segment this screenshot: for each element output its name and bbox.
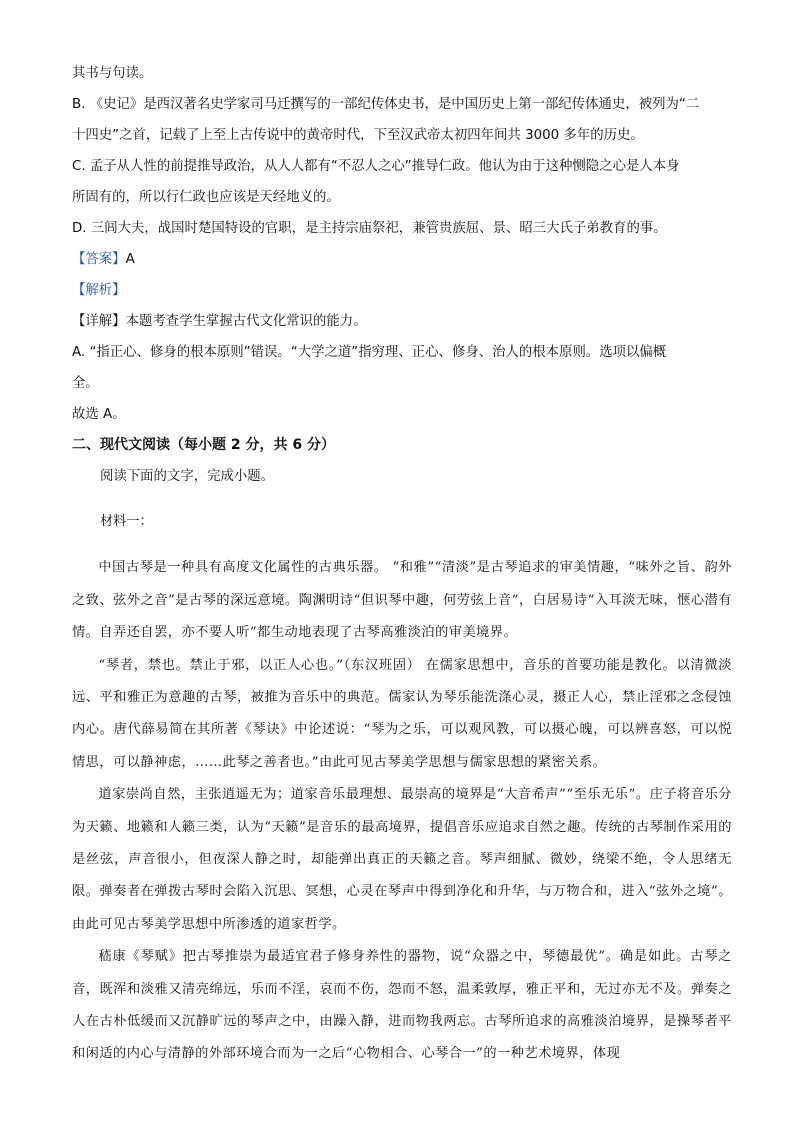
- answer-line: [72, 244, 732, 275]
- document-page: [72, 58, 732, 1071]
- option-b-line-2: 十四史”之首，记载了上至上古传说中的黄帝时代，下至汉武帝太初四年间共 3000 多年的历史。: [72, 128, 644, 143]
- answer-value: A: [125, 252, 135, 267]
- section-heading: 二、现代文阅读（每小题 2 分，共 6 分）: [72, 437, 335, 453]
- explanation-line-2: 全。: [72, 376, 99, 391]
- material-label: 材料一：: [100, 514, 153, 530]
- detail-text: 本题考查学生掌握古代文化常识的能力。: [125, 314, 367, 329]
- option-b-line-1: B. 《史记》是西汉著名史学家司马迁撰写的一部纪传体史书，是中国历史上第一部纪传体通史，被列为“二: [72, 97, 700, 112]
- text-line-1: 其书与句读。: [72, 66, 153, 81]
- option-c-line-2: 所固有的，所以行仁政也应该是天经地义的。: [72, 190, 340, 205]
- passage-paragraph-2: “琴者，禁也。禁止于邪，以正人心也。”（东汉班固） 在儒家思想中，音乐的首要功能是教化。以清微淡远、平和雅正为意趣的古琴，被推为音乐中的典范。儒家认为琴乐能洗涤心灵，摄正人心，禁止淫邪之念侵蚀内心。唐代薛易简在其所著《琴诀》中论述说：“琴为之乐，可以观风教，可以摄心魄，可以辨喜怒，可以悦情思，可以静神虑，……此琴之善者也。”由此可见古琴美学思想与儒家思想的紧密关系。: [72, 657, 732, 770]
- explanation-line-1: A. “指正心、修身的根本原则”错误。“大学之道”指穷理、正心、修身、治人的根本原则。选项以偏概: [72, 345, 667, 360]
- analysis-line: [72, 275, 732, 306]
- answer-tag: 【答案】: [72, 252, 126, 267]
- option-c-line-1: C. 孟子从人性的前提推导政治，从人人都有“不忍人之心”推导仁政。他认为由于这种恻隐之心是人本身: [72, 159, 680, 174]
- analysis-tag: 【解析】: [72, 283, 126, 298]
- passage-paragraph-1: 中国古琴是一种具有高度文化属性的古典乐器。 “和雅”“清淡”是古琴追求的审美情趣，“味外之旨、韵外之致、弦外之音”是古琴的深远意境。陶渊明诗“但识琴中趣，何劳弦上音”，白居易诗“入耳淡无味，惬心潜有情。自弄还自罢，亦不要人听”都生动地表现了古琴高雅淡泊的审美境界。: [72, 560, 732, 641]
- passage-paragraph-4: 嵇康《琴赋》把古琴推崇为最适宜君子修身养性的器物，说“众器之中，琴德最优”。确是如此。古琴之音，既浑和淡雅又清亮绵远，乐而不淫，哀而不伤，怨而不怒，温柔敦厚，雅正平和，无过亦无不及。弹奏之人在古朴低缓而又沉静旷远的琴声之中，由躁入静，进而物我两忘。古琴所追求的高雅淡泊境界，是操琴者平和闲适的内心与清静的外部环境合而为一之后“心物相合、心琴合一”的一种艺术境界，体现: [72, 949, 732, 1062]
- detail-tag: 【详解】: [72, 314, 126, 329]
- detail-line: [72, 306, 732, 337]
- passage-paragraph-3: 道家崇尚自然，主张逍遥无为；道家音乐最理想、最崇高的境界是“大音希声”“至乐无乐”。庄子将音乐分为天籁、地籁和人籁三类，认为“天籁”是音乐的最高境界，提倡音乐应追求自然之趣。传统的古琴制作采用的是丝弦，声音很小，但夜深人静之时，却能弹出真正的天籁之音。琴声细腻、微妙，绕梁不绝，令人思绪无限。弹奏者在弹拨古琴时会陷入沉思、冥想，心灵在琴声中得到净化和升华，与万物合和，进入“弦外之境”。由此可见古琴美学思想中所渗透的道家哲学。: [72, 787, 732, 932]
- reading-instruction: 阅读下面的文字，完成小题。: [100, 469, 275, 484]
- option-d-line: D. 三闾大夫，战国时楚国特设的官职，是主持宗庙祭祀，兼管贵族屈、景、昭三大氏子弟教育的事。: [72, 221, 667, 236]
- conclusion-line: 故选 A。: [72, 407, 126, 422]
